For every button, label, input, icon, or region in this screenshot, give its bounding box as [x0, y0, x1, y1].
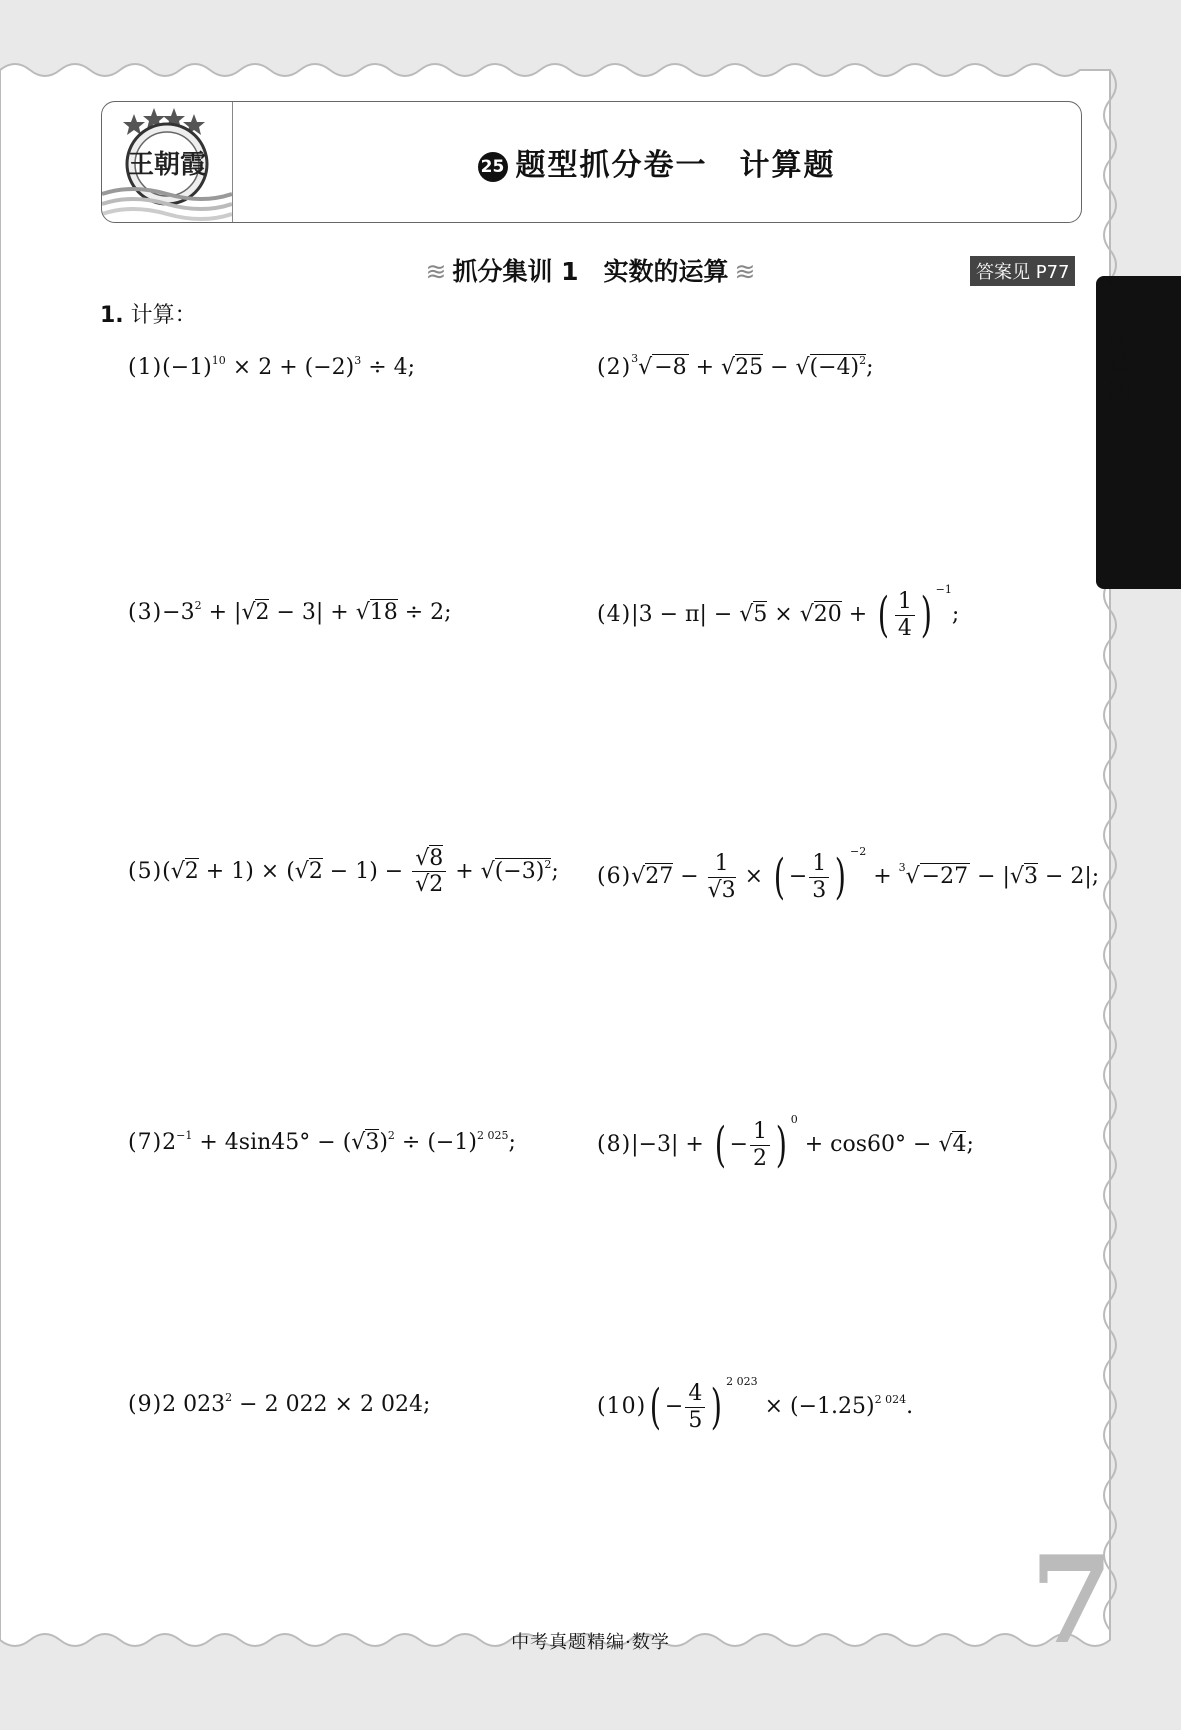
header-banner	[101, 101, 1082, 223]
problem-label: (5)	[128, 858, 163, 884]
side-tab-label: 计算题	[1107, 322, 1131, 406]
problem-6: (6)√27 − $\frac{1}{√3}$ × ( − $\frac{1}{3}$ ) $^{-2}$ + $^3$√−27 − |√3 − 2|;	[597, 845, 1100, 905]
question-number: 1.	[100, 303, 124, 328]
problem-7: $(7)2^{-1} + 4\sin 45^\circ - (√3)^2 \div (-1)^{2 025}$;	[128, 1129, 516, 1155]
problem-3: $(3)-3^2 + |√2 - 3| + √18 \div 2$;	[128, 599, 452, 625]
problem-label: (6)	[597, 864, 632, 889]
wave-icon: ≋	[425, 257, 447, 286]
wave-icon: ≋	[734, 257, 756, 286]
problem-2: $(2)^3√-8 + √25 - √(-4)^2$;	[597, 352, 874, 380]
problem-9: (9)2 $023^2 - 2$ 022 × 2 024;	[128, 1391, 431, 1417]
problem-label: (3)	[128, 600, 163, 625]
problem-label: (9)	[128, 1392, 163, 1417]
problem-label: (10)	[597, 1394, 647, 1419]
unit-title-text: 题型抓分卷一 计算题	[515, 148, 836, 183]
problem-10: (10)( − $\frac{4}{5}$ ) $^{2 023} \times (-1.25)^{2 024}$.	[597, 1375, 914, 1435]
brand-logo	[102, 102, 233, 222]
problem-5: (5)(√2 + 1) × (√2 − 1) − $\frac{√8}{√2}$ + $√(-3)^2$;	[128, 846, 559, 898]
unit-title	[232, 140, 1081, 184]
problem-1: $(1)(-1)^{10} \times 2 + (-2)^3 \div 4$;	[128, 354, 416, 380]
section-title: 抓分集训 1 实数的运算	[452, 257, 729, 286]
problem-4: (4)|3 − π| − √5 × √20 + ( $\frac{1}{4}$ ) $^{-1}$;	[597, 583, 960, 643]
unit-number: 25	[478, 152, 508, 182]
problem-label: (8)	[597, 1132, 632, 1157]
logo-text: 王朝霞	[127, 150, 206, 180]
problem-8: (8)|−3| + ( − $\frac{1}{2}$ ) $^0$ + cos60° − √4;	[597, 1113, 974, 1173]
page-number: 7	[1030, 1530, 1114, 1671]
problem-label: (7)	[128, 1130, 163, 1155]
question-prompt: 计算：	[130, 303, 197, 328]
side-tab-number: 25	[1096, 276, 1181, 589]
answer-badge[interactable]: 答案见 P77	[970, 256, 1075, 286]
problem-label: (2)	[597, 355, 632, 380]
footer: 中考真题精编·数学	[511, 1632, 670, 1653]
question-heading	[100, 298, 197, 329]
problem-label: (1)	[128, 355, 163, 380]
problem-label: (4)	[597, 602, 632, 627]
